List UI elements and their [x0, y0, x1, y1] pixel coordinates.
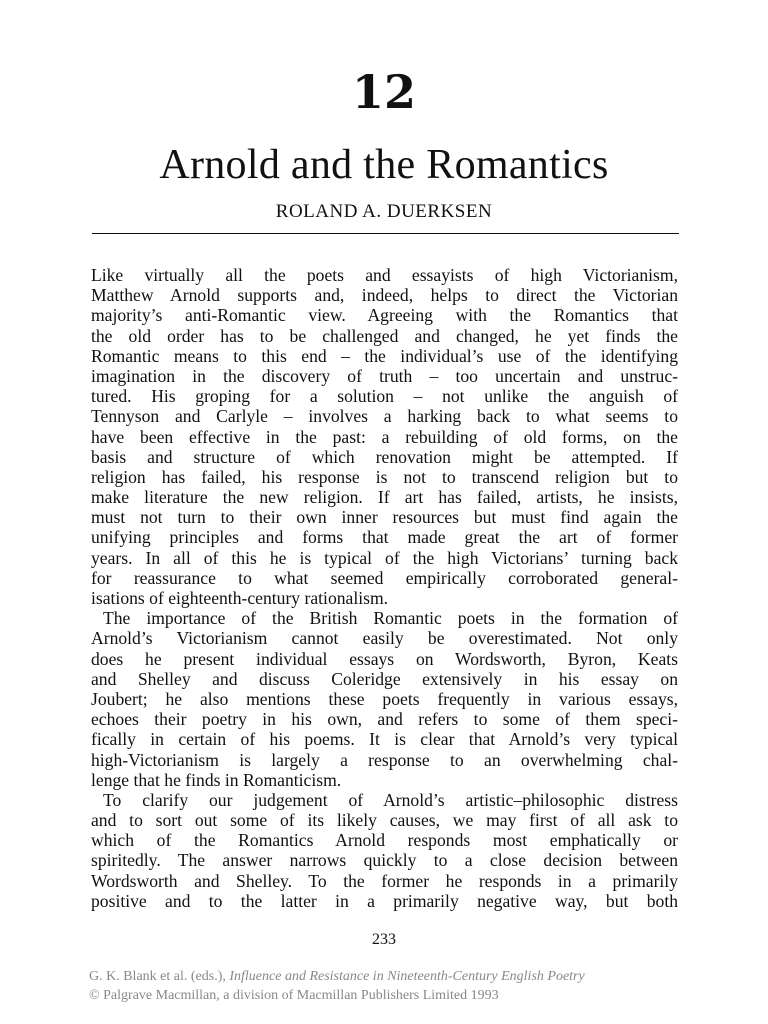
text-line: and Shelley and discuss Coleridge extensively in his essay on: [91, 668, 678, 689]
text-line: Matthew Arnold supports and, indeed, helps to direct the Victorian: [91, 285, 678, 306]
text-line: isations of eighteenth-century rationalism.: [91, 588, 389, 608]
text-line: spiritedly. The answer narrows quickly to a close decision between: [91, 850, 678, 871]
text-line: religion has failed, his response is not to transcend religion but to: [91, 466, 678, 487]
text-line: which of the Romantics Arnold responds most emphatically or: [91, 830, 678, 851]
chapter-number: 12: [351, 65, 416, 119]
text-line: echoes their poetry in his own, and refers to some of them speci-: [91, 709, 678, 730]
text-line: fically in certain of his poems. It is clear that Arnold’s very typical: [91, 729, 678, 750]
chapter-author: ROLAND A. DUERKSEN: [275, 201, 493, 222]
text-line: tured. His groping for a solution – not unlike the anguish of: [91, 386, 678, 407]
footer-citation: [89, 967, 689, 986]
text-line: unifying principles and forms that made great the art of former: [91, 527, 678, 548]
text-line: majority’s anti-Romantic view. Agreeing with the Romantics that: [91, 305, 678, 326]
text-line: Joubert; he also mentions these poets frequently in various essays,: [91, 688, 678, 709]
text-line: Romantic means to this end – the individual’s use of the identifying: [91, 345, 678, 366]
text-line: basis and structure of which renovation might be attempted. If: [91, 446, 678, 467]
text-line: and to sort out some of its likely causes, we may first of all ask to: [91, 810, 678, 831]
page-number: 233: [372, 931, 396, 948]
copyright-footer: [89, 967, 689, 1005]
text-line: Tennyson and Carlyle – involves a harking back to what seems to: [91, 406, 678, 427]
text-line: positive and to the latter in a primarily negative way, but both: [91, 890, 678, 911]
footer-copyright: © Palgrave Macmillan, a division of Macmillan Publishers Limited 1993: [89, 988, 499, 1003]
body-text: [91, 265, 678, 911]
text-line: To clarify our judgement of Arnold’s artistic–philosophic distress: [103, 789, 678, 810]
footer-book-title: Influence and Resistance in Nineteenth-Century English Poetry: [229, 969, 585, 984]
text-line: Wordsworth and Shelley. To the former he responds in a primarily: [91, 870, 678, 891]
title-divider: [92, 233, 679, 234]
text-line: the old order has to be challenged and changed, he yet finds the: [91, 325, 678, 346]
footer-editors: G. K. Blank et al. (eds.),: [89, 969, 226, 984]
text-line: must not turn to their own inner resources but must find again the: [91, 507, 678, 528]
text-line: does he present individual essays on Wordsworth, Byron, Keats: [91, 648, 678, 669]
text-line: make literature the new religion. If art has failed, artists, he insists,: [91, 487, 678, 508]
text-line: years. In all of this he is typical of the high Victorians’ turning back: [91, 547, 678, 568]
text-line: have been effective in the past: a rebuilding of old forms, on the: [91, 426, 678, 447]
chapter-title: Arnold and the Romantics: [159, 142, 609, 188]
text-line: lenge that he finds in Romanticism.: [91, 769, 342, 790]
text-line: for reassurance to what seemed empirically corroborated general-: [91, 567, 678, 588]
text-line: imagination in the discovery of truth – too uncertain and unstruc-: [91, 365, 678, 386]
text-line: The importance of the British Romantic poets in the formation of: [103, 608, 678, 629]
text-line: Arnold’s Victorianism cannot easily be overestimated. Not only: [91, 628, 678, 649]
text-line: Like virtually all the poets and essayists of high Victorianism,: [91, 265, 678, 285]
text-line: high-Victorianism is largely a response to an overwhelming chal-: [91, 749, 678, 770]
